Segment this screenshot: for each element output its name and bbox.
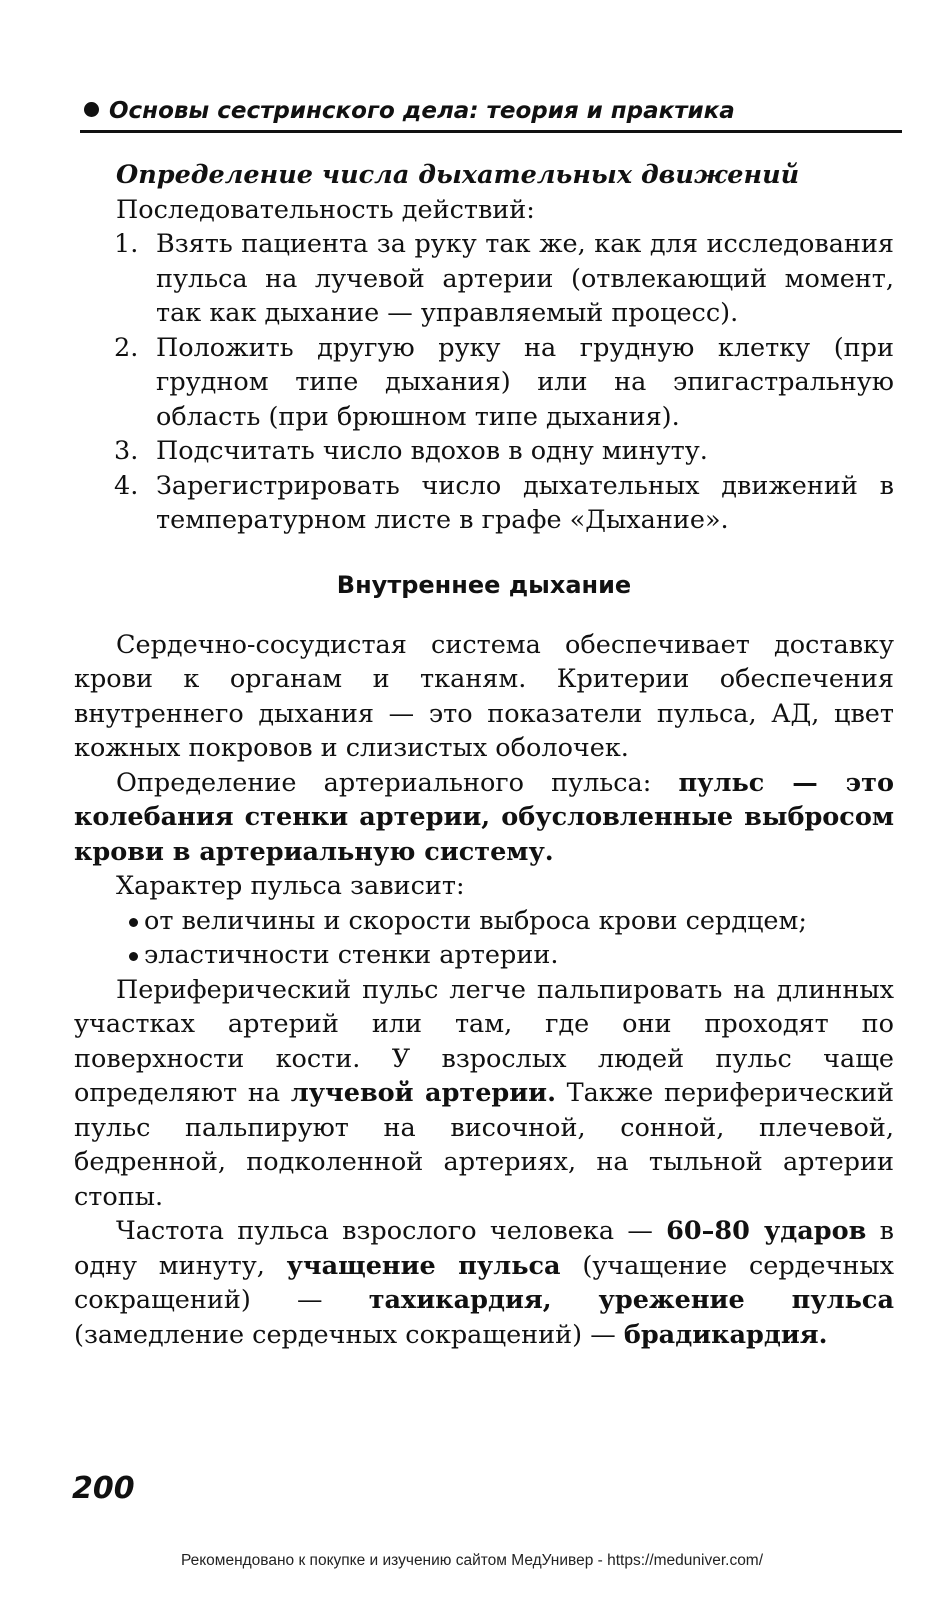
dependency-list <box>74 904 894 973</box>
peripheral-text-start: Периферический пульс легче пальпировать на длинных участках артерий или там, где они проходят по поверхности кости. У взрослых людей пульс чаще определяют на <box>74 974 894 1108</box>
radial-artery-bold: лучевой артерии. <box>290 1078 556 1108</box>
rate-text-a: Частота пульса взрослого человека — <box>116 1216 667 1246</box>
step-text: Зарегистрировать число дыхательных движений в температурном листе в графе «Дыхание». <box>156 470 894 535</box>
page-content <box>74 158 894 1352</box>
bullet-icon <box>84 102 99 117</box>
footer-note: Рекомендовано к покупке и изучению сайтом МедУнивер - https://meduniver.com/ <box>180 1552 764 1569</box>
steps-intro: Последовательность действий: <box>116 194 535 225</box>
pulse-definition-lead: Определение артериального пульса: <box>116 767 679 798</box>
section-title: Внутреннее дыхание <box>336 570 632 599</box>
list-item <box>74 469 894 538</box>
list-item: от величины и скорости выброса крови сердцем; <box>74 904 894 939</box>
list-item <box>74 331 894 435</box>
bradycardia-bold: брадикардия. <box>623 1319 828 1350</box>
rate-text-g: (замедление сердечных сокращений) — <box>74 1319 624 1350</box>
rate-value-bold: 60–80 ударов <box>666 1216 867 1246</box>
step-number: 3. <box>114 436 139 466</box>
paragraph-pulse-rate <box>74 1214 894 1352</box>
paragraph-pulse-definition <box>74 766 894 870</box>
page-number: 200 <box>72 1471 135 1506</box>
rate-text-e: (учащение сердечных сокращений) — <box>74 1250 895 1315</box>
paragraph-peripheral-pulse <box>74 973 894 1215</box>
paragraph-pulse-character: Характер пульса зависит: <box>116 871 465 901</box>
rate-text-c: в одну минуту, <box>74 1216 895 1281</box>
subsection-title: Определение числа дыхательных движений <box>116 160 800 190</box>
steps-list <box>74 227 894 538</box>
step-number: 4. <box>114 470 139 501</box>
step-number: 1. <box>114 229 139 259</box>
running-head <box>84 95 900 127</box>
step-text: Подсчитать число вдохов в одну минуту. <box>156 436 708 466</box>
header-rule <box>80 130 902 133</box>
step-text: Положить другую руку на грудную клетку (при грудном типе дыхания) или на эпигастральную область (при брюшном типе дыхания). <box>156 332 894 432</box>
increase-bold: учащение пульса <box>286 1250 561 1281</box>
running-head-title: Основы сестринского дела: теория и практика <box>109 98 735 124</box>
step-text: Взять пациента за руку так же, как для исследования пульса на лучевой артерии (отвлекающий момент, так как дыхание — управляемый процесс). <box>156 229 894 328</box>
paragraph-cardio: Сердечно-сосудистая система обеспечивает доставку крови к органам и тканям. Критерии обеспечения внутреннего дыхания — это показатели пульса, АД, цвет кожных покровов и слизистых оболочек. <box>74 629 894 763</box>
peripheral-text-end: Также периферический пульс пальпируют на височной, сонной, плечевой, бедренной, подколенной артериях, на тыльной артерии стопы. <box>74 1078 894 1212</box>
list-item <box>74 227 894 331</box>
step-number: 2. <box>114 332 139 363</box>
pulse-definition-bold: пульс — это колебания стенки артерии, обусловленные выбросом крови в артериальную систему. <box>74 767 894 867</box>
list-item: эластичности стенки артерии. <box>74 938 894 973</box>
tachycardia-bold: тахикардия, урежение пульса <box>368 1285 894 1315</box>
list-item <box>74 434 894 469</box>
